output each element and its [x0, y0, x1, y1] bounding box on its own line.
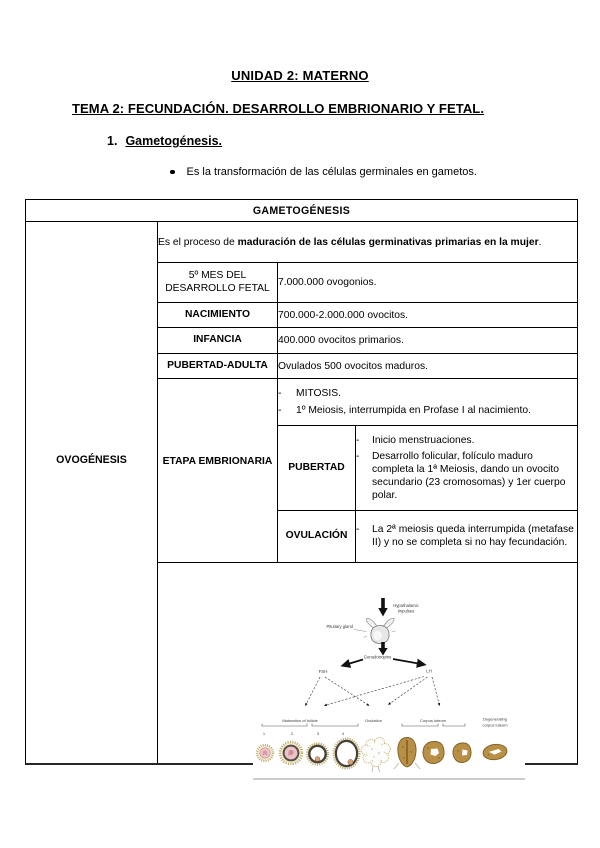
- stage-value-pubertad-adulta: Ovulados 500 ovocitos maduros.: [278, 354, 578, 379]
- subtitle: TEMA 2: FECUNDACIÓN. DESARROLLO EMBRIONARIO Y FETAL.: [72, 101, 485, 116]
- ovulacion-items-cell: [356, 511, 578, 563]
- lh-label: LH: [426, 668, 432, 674]
- hypothalamic-label: Hypothalamic: [393, 603, 419, 608]
- degenerating-corpus-luteum: [482, 743, 508, 761]
- follicle-stage-3: [307, 743, 328, 764]
- arrow-to-lh: [393, 659, 424, 665]
- corpus-luteum-label: Corpus luteum: [419, 718, 447, 723]
- corpus-luteum-1: [394, 738, 420, 770]
- intro-text-suffix: .: [538, 236, 542, 248]
- table-header: GAMETOGÉNESIS: [26, 200, 578, 222]
- stage-number: 4: [341, 731, 345, 736]
- stage-number: 1: [262, 731, 266, 736]
- intro-cell: [158, 222, 578, 263]
- stage-number: 2: [290, 731, 294, 736]
- section-title: Gametogénesis.: [125, 134, 223, 148]
- list-item: - La 2ª meiosis queda interrumpida (metafase II) y no se completa si no hay fecundación.: [356, 524, 574, 548]
- corpus-luteum-2: [423, 742, 444, 764]
- follicle-stage-4: [334, 739, 360, 769]
- stage-value-nacimiento: 700.000-2.000.000 ovocitos.: [278, 303, 578, 328]
- pituitary-label: Pituitary gland: [326, 624, 353, 629]
- stage-value-infancia: 400.000 ovocitos primarios.: [278, 328, 578, 354]
- list-item: - Desarrollo folicular, folículo maduro completa la 1ª Meiosis, dando un ovocito secundario (23 cromosomas) y 1er cuerpo polar.: [356, 450, 566, 501]
- etapa-items-cell: [278, 379, 578, 426]
- svg-text:corpus luteum: corpus luteum: [482, 722, 508, 728]
- row-label-etapa-embrionaria: ETAPA EMBRIONARIA: [158, 379, 278, 563]
- stage-label-infancia: INFANCIA: [158, 328, 278, 354]
- page-title: UNIDAD 2: MATERNO: [231, 68, 369, 83]
- fsh-label: FSH: [318, 669, 328, 674]
- sub-label-pubertad: PUBERTAD: [278, 426, 356, 511]
- section-number: 1.: [107, 134, 118, 148]
- list-item: - 1º Meiosis, interrumpida en Profase I al nacimiento.: [278, 405, 531, 416]
- stage-label-nacimiento: NACIMIENTO: [158, 303, 278, 328]
- degenerating-label: Degenerating: [482, 716, 508, 722]
- down-arrow-icon: [378, 598, 387, 617]
- stage-value-5mes: 7.000.000 ovogonios.: [278, 263, 578, 303]
- hormone-action-arrows: [306, 677, 440, 706]
- corpus-luteum-bracket: [402, 724, 465, 727]
- row-label-ovogenesis: OVOGÉNESIS: [26, 222, 158, 764]
- intro-text-normal: Es el proceso de: [158, 236, 238, 248]
- stage-label-pubertad-adulta: PUBERTAD-ADULTA: [158, 354, 278, 379]
- ovulation-label: Ovulation: [365, 718, 382, 723]
- follicle-stage-2: [280, 742, 302, 764]
- bullet-text: Es la transformación de las células germinales en gametos.: [186, 166, 477, 178]
- stage-label-5mes: 5º MES DEL DESARROLLO FETAL: [158, 263, 278, 303]
- bullet-item: [170, 166, 477, 178]
- ovulation-follicle: [361, 738, 390, 773]
- follicle-stage-1: [257, 745, 273, 761]
- maturation-bracket: [262, 724, 358, 727]
- pituitary-gland-illustration: [364, 618, 396, 643]
- arrow-to-fsh: [343, 660, 363, 666]
- bullet-dot-icon: [170, 170, 175, 175]
- list-item: - Inicio menstruaciones.: [356, 434, 475, 446]
- ovarian-cycle-diagram-image: [253, 592, 525, 780]
- section-heading: [107, 134, 222, 148]
- gonadotropins-label: Gonadotropins: [363, 654, 392, 660]
- sub-label-ovulacion: OVULACIÓN: [278, 511, 356, 563]
- list-item: - MITOSIS.: [278, 388, 342, 399]
- pubertad-items-cell: [356, 426, 578, 511]
- down-arrow-icon: [378, 642, 387, 656]
- maturation-label: Maturation of follicle: [282, 718, 318, 723]
- svg-text:impulses: impulses: [397, 608, 415, 614]
- stage-number: 3: [316, 731, 320, 736]
- intro-text-bold: maduración de las células germinativas primarias en la mujer: [237, 236, 539, 248]
- corpus-luteum-3: [453, 743, 471, 763]
